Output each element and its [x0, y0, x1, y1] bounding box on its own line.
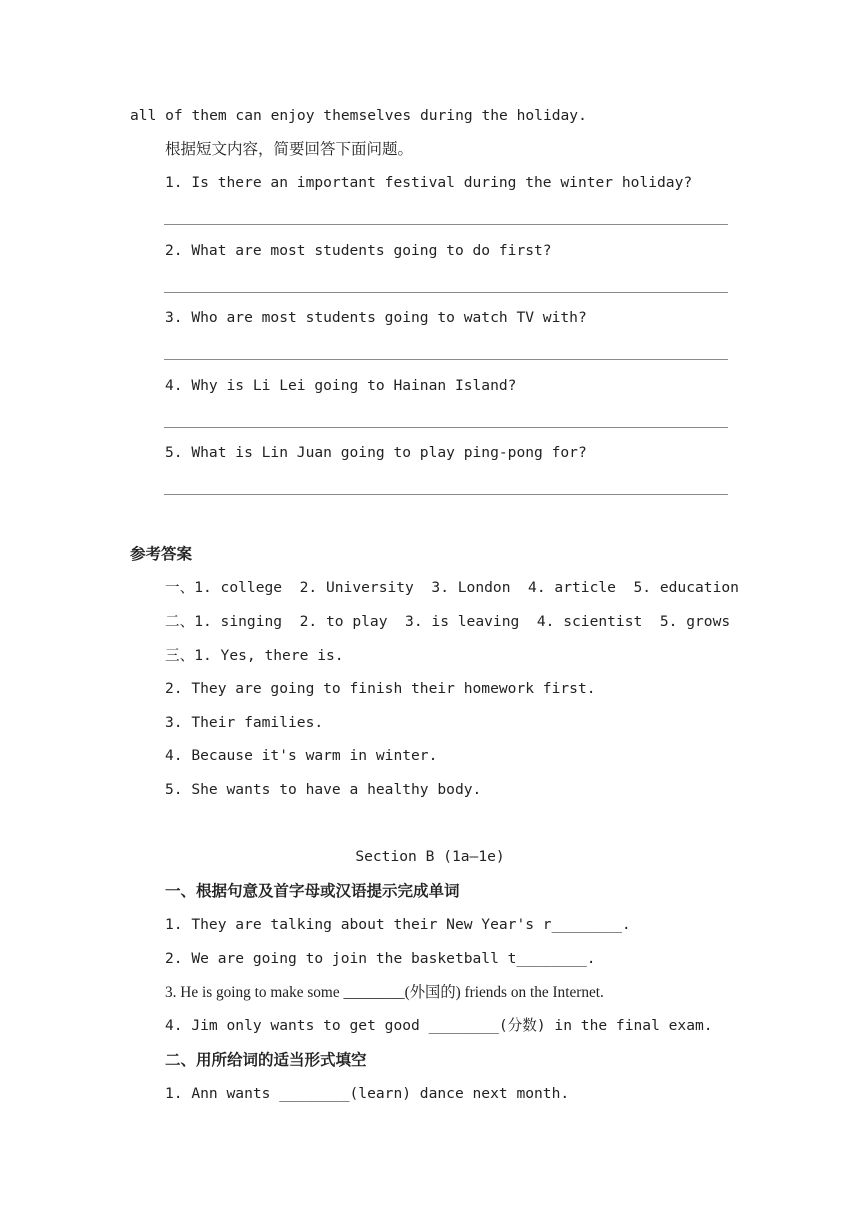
question-1: 1. Is there an important festival during the winter holiday?	[165, 174, 693, 191]
section-b-title: Section B (1a—1e)	[355, 848, 505, 865]
section-b-item-2: 2. We are going to join the basketball t________.	[165, 950, 596, 967]
answer-key-heading: 参考答案	[130, 545, 193, 563]
section-b-item-4: 4. Jim only wants to get good ________(分数) in the final exam.	[165, 1017, 713, 1034]
question-5: 5. What is Lin Juan going to play ping-pong for?	[165, 444, 587, 461]
answer-key-part3-5: 5. She wants to have a healthy body.	[165, 781, 482, 798]
answer-line-1	[164, 224, 728, 225]
passage-tail: all of them can enjoy themselves during the holiday.	[130, 107, 587, 124]
answer-key-part1: 一、1. college 2. University 3. London 4. article 5. education	[165, 579, 739, 596]
section-b-part2-heading: 二、用所给词的适当形式填空	[165, 1051, 367, 1069]
answer-key-part2: 二、1. singing 2. to play 3. is leaving 4. scientist 5. grows	[165, 613, 731, 630]
section-b-part2-item-1: 1. Ann wants ________(learn) dance next month.	[165, 1085, 570, 1102]
answer-key-part3-3: 3. Their families.	[165, 714, 324, 731]
question-3: 3. Who are most students going to watch TV with?	[165, 309, 587, 326]
answer-line-4	[164, 427, 728, 428]
section-b-item-3: 3. He is going to make some ________(外国的) friends on the Internet.	[165, 984, 604, 1001]
question-2: 2. What are most students going to do first?	[165, 242, 552, 259]
answer-key-part3-1: 三、1. Yes, there is.	[165, 647, 344, 664]
section-b-item-1: 1. They are talking about their New Year's r________.	[165, 916, 631, 933]
answer-key-part3-2: 2. They are going to finish their homework first.	[165, 680, 596, 697]
answer-line-5	[164, 494, 728, 495]
question-instructions: 根据短文内容，简要回答下面问题。	[165, 141, 414, 158]
question-4: 4. Why is Li Lei going to Hainan Island?	[165, 377, 517, 394]
section-b-part1-heading: 一、根据句意及首字母或汉语提示完成单词	[165, 882, 460, 900]
answer-key-part3-4: 4. Because it's warm in winter.	[165, 747, 438, 764]
answer-line-2	[164, 292, 728, 293]
answer-line-3	[164, 359, 728, 360]
